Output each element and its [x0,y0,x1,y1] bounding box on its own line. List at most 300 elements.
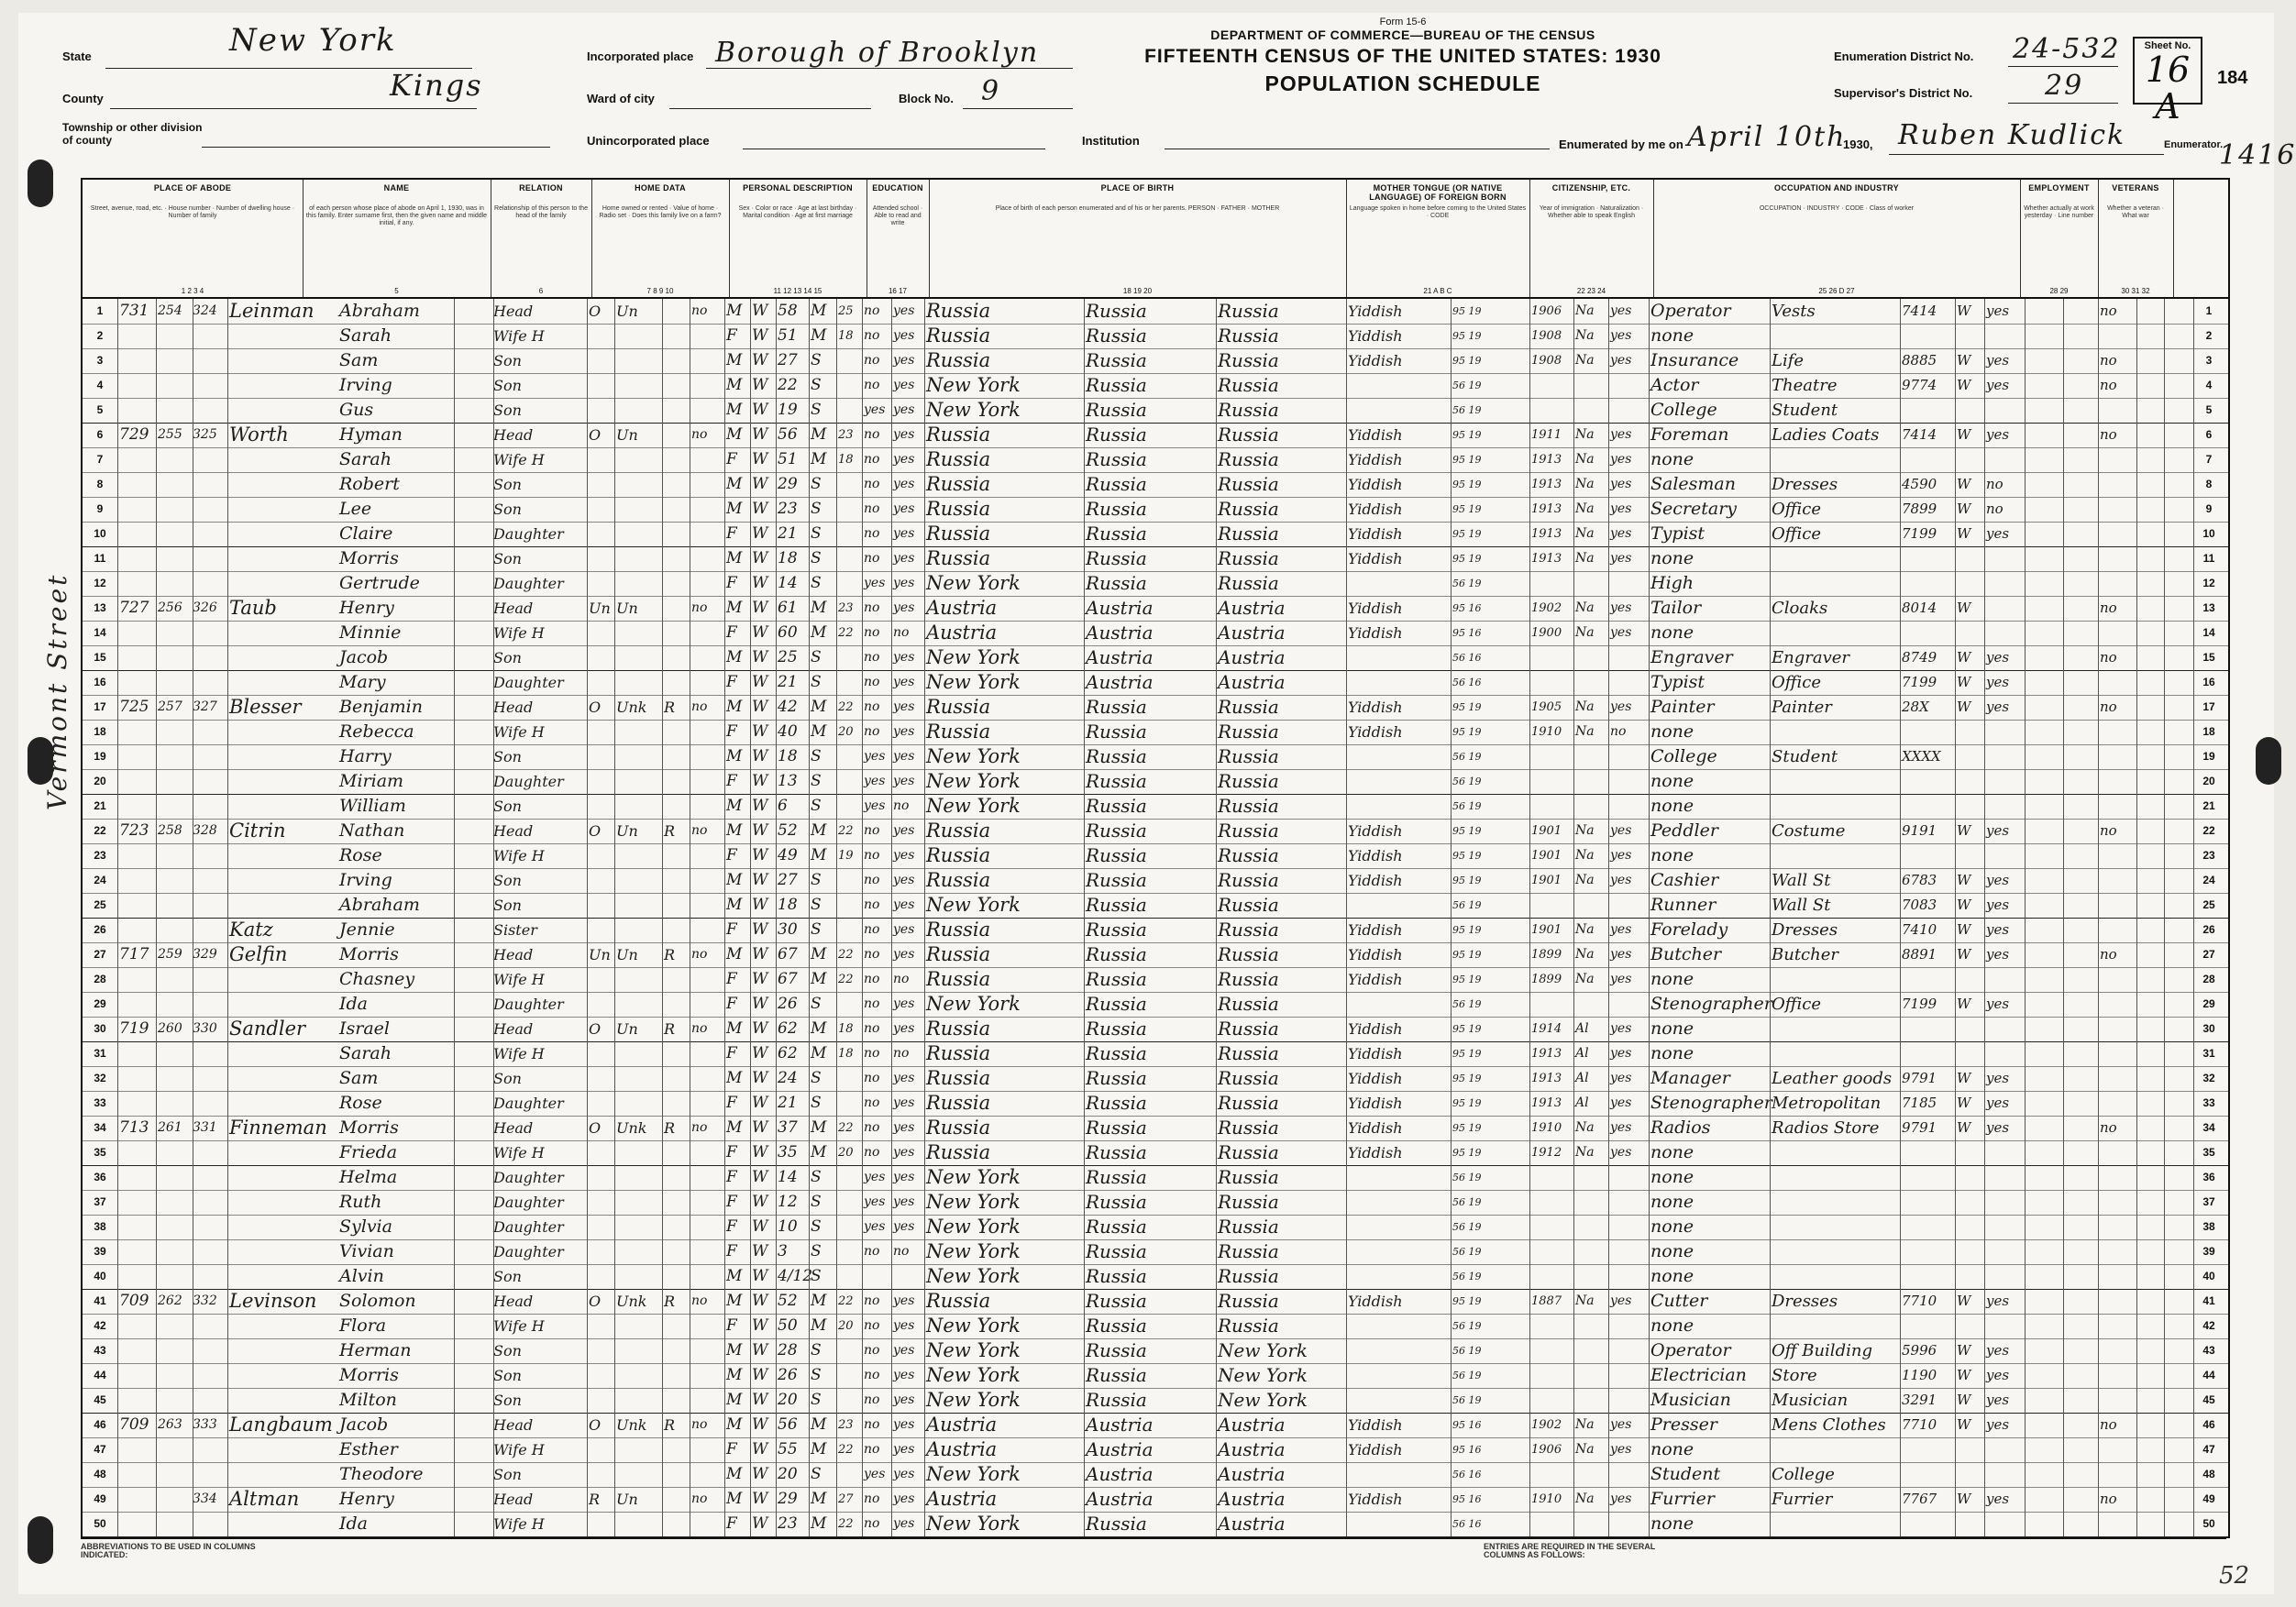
cell-marital: S [811,549,822,567]
cell-sex: M [726,1465,743,1483]
cell-house: 729 [119,425,149,444]
cell-mother: Russia [1218,1216,1279,1238]
cell-relation: Wife H [493,1441,545,1458]
cell-class: W [1957,426,1971,443]
cell-sex: M [726,945,743,963]
cell-literate: no [893,972,910,986]
cell-age: 20 [778,1465,798,1483]
cell-given: Chasney [339,969,415,989]
cell-relation: Wife H [493,971,545,988]
enumerator-name: Ruben Kudlick [1898,119,2126,151]
line-number-right: 47 [2202,1443,2215,1456]
cell-at-work: yes [1986,1119,2010,1136]
table-row [83,942,2228,968]
column-rule [1900,299,1901,1536]
cell-age: 21 [778,524,798,543]
cell-marital: S [811,1341,822,1359]
cell-relation: Son [493,748,522,765]
cell-class: W [1957,1367,1971,1383]
cell-tenure: O [589,303,602,320]
cell-given: Hyman [339,424,403,445]
cell-given: Abraham [339,301,420,321]
cell-given: Jennie [339,919,395,940]
cell-literate: yes [893,1194,915,1209]
cell-sex: M [726,425,743,444]
cell-age: 56 [778,1415,798,1434]
cell-tongue: Yiddish [1348,303,1403,320]
cell-industry: Office [1772,995,1821,1014]
cell-industry: Ladies Coats [1772,425,1880,445]
column-group-description: Language spoken in home before coming to the United States · CODE [1349,205,1527,219]
cell-first-marriage: 18 [838,1047,854,1061]
cell-at-work: yes [1986,1342,2010,1359]
cell-code: 95 16 [1452,627,1482,639]
cell-class: W [1957,1070,1971,1086]
cell-occupation: none [1650,771,1694,791]
cell-code: 56 19 [1452,776,1482,787]
cell-given: Gertrude [339,573,420,593]
cell-class: W [1957,1293,1971,1309]
cell-birth: Russia [926,696,991,718]
cell-code: 56 19 [1452,404,1482,416]
cell-father: Austria [1086,671,1154,693]
column-rule [1573,299,1574,1536]
form-number: Form 15-6 [1379,17,1427,28]
cell-tongue: Yiddish [1348,426,1403,444]
cell-birth: Russia [926,300,991,322]
cell-marital: S [811,648,822,666]
cell-marital: M [811,821,827,840]
cell-race: W [752,1069,768,1087]
cell-nat: Na [1575,551,1595,566]
cell-industry: Office [1772,524,1821,544]
cell-code: 56 19 [1452,899,1482,911]
cell-industry: Radios Store [1772,1118,1880,1138]
cell-at-work: yes [1986,352,2010,369]
cell-first-marriage: 18 [838,329,854,343]
cell-industry: Wall St [1772,871,1831,890]
cell-sex: M [726,376,743,394]
cell-sex: F [726,920,737,939]
cell-occupation: High [1650,573,1694,593]
cell-age: 58 [778,302,798,320]
cell-class: W [1957,872,1971,888]
column-rule [2025,299,2026,1536]
line-number: 20 [94,775,106,787]
cell-immig: 1913 [1531,478,1562,491]
cell-birth: Russia [926,1117,991,1139]
table-row [83,596,2228,622]
cell-dwelling: 257 [158,699,182,714]
column-rule [2098,299,2099,1536]
cell-surname: Altman [229,1488,300,1510]
cell-literate: yes [893,848,915,863]
cell-surname: Langbaum [229,1414,333,1436]
cell-father: Russia [1086,473,1147,495]
line-number: 47 [94,1443,106,1456]
cell-occ-code: 4590 [1902,476,1937,492]
cell-marital: S [811,1242,822,1260]
cell-given: Milton [339,1390,397,1410]
cell-english: yes [1610,1293,1632,1308]
cell-occ-code: 1190 [1902,1367,1937,1383]
cell-given: Theodore [339,1464,424,1484]
cell-class: W [1957,1416,1971,1433]
cell-sex: M [726,351,743,369]
cell-english: yes [1610,823,1632,838]
sheet-label: Sheet No. [2144,40,2191,51]
cell-birth: Russia [926,820,991,842]
cell-tongue: Yiddish [1348,600,1403,617]
cell-occupation: none [1650,845,1694,865]
cell-tongue: Yiddish [1348,699,1403,716]
cell-age: 40 [778,722,798,741]
table-row [83,794,2228,820]
cell-code: 95 19 [1452,1048,1482,1060]
cell-sex: M [726,500,743,518]
cell-relation: Wife H [493,723,545,741]
cell-given: Irving [339,375,392,395]
cell-relation: Wife H [493,1045,545,1062]
line-number-right: 1 [2205,304,2213,317]
cell-marital: S [811,1267,822,1285]
cell-code: 95 19 [1452,825,1482,837]
cell-relation: Head [493,1491,534,1508]
cell-birth: New York [926,894,1021,916]
cell-race: W [752,1267,768,1285]
enumerated-label: Enumerated by me on [1559,138,1683,151]
cell-birth: New York [926,770,1021,792]
cell-father: Russia [1086,374,1147,396]
cell-mother: New York [1218,1364,1308,1386]
cell-school: yes [864,774,886,788]
schedule-title: POPULATION SCHEDULE [1264,72,1541,95]
cell-race: W [752,549,768,567]
cell-father: Russia [1086,424,1147,446]
cell-relation: Son [493,1070,522,1087]
cell-class: W [1957,921,1971,938]
cell-school: no [864,1343,880,1358]
cell-relation: Wife H [493,1317,545,1335]
cell-tenure: O [589,699,602,716]
cell-tongue: Yiddish [1348,723,1403,741]
cell-sex: F [726,722,737,741]
cell-literate: yes [893,1491,915,1506]
cell-school: no [864,922,880,937]
cell-dwelling: 256 [158,600,182,615]
cell-marital: M [811,1490,827,1508]
cell-english: yes [1610,947,1632,962]
cell-age: 24 [778,1069,798,1087]
cell-occupation: Manager [1650,1068,1730,1088]
cell-sex: M [726,1292,743,1310]
cell-mother: Russia [1218,1067,1279,1089]
unincorporated-label: Unincorporated place [587,134,710,148]
cell-marital: M [811,599,827,617]
cell-class: W [1957,946,1971,963]
column-group-name: OCCUPATION AND INDUSTRY [1774,183,1899,193]
cell-father: Russia [1086,325,1147,347]
cell-dwelling: 260 [158,1021,182,1036]
cell-given: Miriam [339,771,404,791]
cell-first-marriage: 22 [838,700,854,714]
cell-race: W [752,1118,768,1137]
cell-literate: yes [893,699,915,714]
table-row [83,868,2228,894]
cell-mother: Russia [1218,919,1279,941]
cell-immig: 1906 [1531,304,1562,318]
cell-marital: S [811,574,822,592]
column-rule [776,299,777,1536]
state-value: New York [229,22,397,59]
cell-father: Russia [1086,1513,1147,1535]
line-number: 44 [94,1369,106,1381]
cell-race: W [752,1292,768,1310]
column-group-name: VETERANS [2112,183,2159,193]
cell-at-work: yes [1986,303,2010,319]
cell-mother: Austria [1218,1513,1286,1535]
cell-school: yes [864,749,886,764]
line-number: 4 [96,379,104,391]
cell-code: 56 19 [1452,998,1482,1010]
cell-birth: New York [926,374,1021,396]
cell-at-work: yes [1986,525,2010,542]
line-number: 18 [94,725,106,738]
cell-literate: yes [893,402,915,417]
cell-given: Lee [339,499,372,519]
cell-relation: Daughter [493,1243,564,1260]
cell-birth: Russia [926,1290,991,1312]
cell-race: W [752,797,768,815]
cell-relation: Head [493,1020,534,1038]
cell-school: no [864,1318,880,1333]
cell-tongue: Yiddish [1348,501,1403,518]
cell-code: 95 19 [1452,355,1482,367]
line-number-right: 25 [2202,898,2215,911]
cell-father: Russia [1086,844,1147,866]
column-group-description: of each person whose place of abode on April 1, 1930, was in this family. Enter surname first, then the given name and middle initial, if any. [305,205,488,226]
cell-birth: New York [926,1216,1021,1238]
cell-school: no [864,1442,880,1457]
cell-father: Russia [1086,745,1147,767]
line-number: 8 [96,478,104,490]
column-group-description: Whether a veteran · What war [2107,205,2164,219]
cell-school: no [864,823,880,838]
cell-first-marriage: 23 [838,1418,854,1432]
cell-marital: M [811,970,827,988]
cell-mother: Russia [1218,498,1279,520]
cell-marital: S [811,1193,822,1211]
cell-class: W [1957,1119,1971,1136]
cell-given: Vivian [339,1241,394,1261]
cell-relation: Daughter [493,674,564,691]
cell-race: W [752,1316,768,1335]
cell-age: 37 [778,1118,798,1137]
cell-birth: Russia [926,721,991,743]
cell-given: Sam [339,1068,379,1088]
cell-marital: M [811,1143,827,1161]
cell-relation: Son [493,1466,522,1483]
cell-industry: Costume [1772,821,1846,841]
cell-relation: Daughter [493,1169,564,1186]
cell-occupation: none [1650,1043,1694,1063]
cell-literate: yes [893,947,915,962]
cell-sex: M [726,1391,743,1409]
cell-birth: Russia [926,1042,991,1064]
enumerated-date: April 10th [1687,121,1847,153]
cell-code: 95 19 [1452,528,1482,540]
cell-given: Abraham [339,895,420,915]
line-number-right: 3 [2205,354,2213,367]
column-group-name: NAME [383,183,410,193]
cell-nat: Al [1575,1071,1589,1085]
table-row [83,398,2228,424]
cell-race: W [752,599,768,617]
incorporated-value: Borough of Brooklyn [715,37,1040,69]
cell-english: yes [1610,328,1632,343]
cell-code: 95 19 [1452,924,1482,936]
enum-district-label: Enumeration District No. [1834,50,1974,63]
cell-age: 67 [778,945,798,963]
cell-veteran: no [2100,699,2117,715]
cell-occupation: Butcher [1650,944,1722,964]
cell-sex: M [726,1341,743,1359]
column-numbers: 28 29 [2049,287,2069,295]
cell-radio: R [664,1020,676,1038]
cell-house: 713 [119,1118,149,1137]
cell-first-marriage: 18 [838,1022,854,1036]
column-group-name: EMPLOYMENT [2028,183,2090,193]
cell-literate: yes [893,1219,915,1234]
cell-occupation: Runner [1650,895,1716,915]
cell-birth: New York [926,1240,1021,1262]
column-group-header [83,180,304,297]
cell-family: 330 [193,1021,217,1036]
cell-nat: Na [1575,427,1595,442]
cell-occupation: none [1650,1192,1694,1212]
cell-literate: yes [893,576,915,590]
cell-first-marriage: 18 [838,453,854,467]
cell-race: W [752,425,768,444]
cell-relation: Wife H [493,624,545,642]
cell-literate: yes [893,1442,915,1457]
cell-school: yes [864,1170,886,1184]
cell-sex: M [726,549,743,567]
cell-age: 30 [778,920,798,939]
cell-mother: Russia [1218,721,1279,743]
cell-immig: 1902 [1531,1418,1562,1432]
cell-occupation: none [1650,796,1694,816]
line-number-right: 7 [2205,453,2213,466]
cell-code: 95 19 [1452,850,1482,862]
cell-given: Benjamin [339,697,423,717]
cell-english: yes [1610,551,1632,566]
cell-father: Russia [1086,349,1147,371]
incorporated-label: Incorporated place [587,50,694,63]
cell-occ-code: 8014 [1902,600,1937,616]
line-number-right: 33 [2202,1096,2215,1109]
cell-occupation: Student [1650,1464,1721,1484]
cell-marital: S [811,772,822,790]
line-number-right: 23 [2202,849,2215,862]
cell-sex: M [726,302,743,320]
department-title: DEPARTMENT OF COMMERCE—BUREAU OF THE CENSUS [1210,28,1595,42]
cell-house: 719 [119,1019,149,1038]
cell-industry: Furrier [1772,1490,1833,1509]
cell-literate: yes [893,897,915,912]
cell-father: Russia [1086,1216,1147,1238]
cell-code: 95 19 [1452,429,1482,441]
cell-code: 56 19 [1452,1172,1482,1183]
cell-at-work: yes [1986,1392,2010,1408]
cell-given: Nathan [339,820,405,841]
cell-race: W [752,821,768,840]
cell-dwelling: 263 [158,1417,182,1432]
cell-value: Unk [616,1416,647,1434]
cell-literate: yes [893,1120,915,1135]
line-number: 46 [94,1418,106,1431]
cell-race: W [752,475,768,493]
cell-nat: Al [1575,1046,1589,1061]
cell-relation: Son [493,872,522,889]
cell-school: no [864,551,880,566]
column-numbers: 30 31 32 [2121,287,2150,295]
cell-mother: Russia [1218,399,1279,421]
cell-father: Russia [1086,399,1147,421]
cell-mother: Austria [1218,622,1286,644]
cell-race: W [752,302,768,320]
column-rule [1984,299,1985,1536]
cell-age: 61 [778,599,798,617]
cell-first-marriage: 22 [838,1121,854,1135]
cell-occupation: Insurance [1650,350,1739,370]
cell-occupation: none [1650,548,1694,568]
cell-code: 56 16 [1452,1518,1482,1530]
line-number-right: 45 [2202,1393,2215,1406]
cell-occupation: none [1650,1266,1694,1286]
cell-literate: yes [893,551,915,566]
cell-literate: yes [893,1021,915,1036]
column-numbers: 5 [394,287,399,295]
cell-class: W [1957,352,1971,369]
cell-age: 14 [778,1168,798,1186]
cell-mother: New York [1218,1339,1308,1361]
census-sheet [18,13,2296,1594]
cell-father: Austria [1086,646,1154,668]
cell-occupation: Electrician [1650,1365,1747,1385]
cell-radio: R [664,1416,676,1434]
column-rule [587,299,588,1536]
column-rule [614,299,615,1536]
cell-age: 20 [778,1391,798,1409]
table-row [83,1487,2228,1513]
cell-mother: Russia [1218,1191,1279,1213]
cell-english: yes [1610,1046,1632,1061]
cell-race: W [752,995,768,1013]
column-rule [1770,299,1771,1536]
cell-given: Morris [339,1117,399,1138]
cell-sex: F [726,846,737,864]
enumerator-label: Enumerator. [2164,139,2224,150]
cell-relation: Son [493,1367,522,1384]
cell-race: W [752,1168,768,1186]
cell-school: no [864,452,880,467]
cell-occupation: Operator [1650,1340,1731,1360]
cell-first-marriage: 22 [838,824,854,838]
cell-birth: New York [926,1339,1021,1361]
cell-sex: M [726,1267,743,1285]
cell-at-work: yes [1986,649,2010,666]
